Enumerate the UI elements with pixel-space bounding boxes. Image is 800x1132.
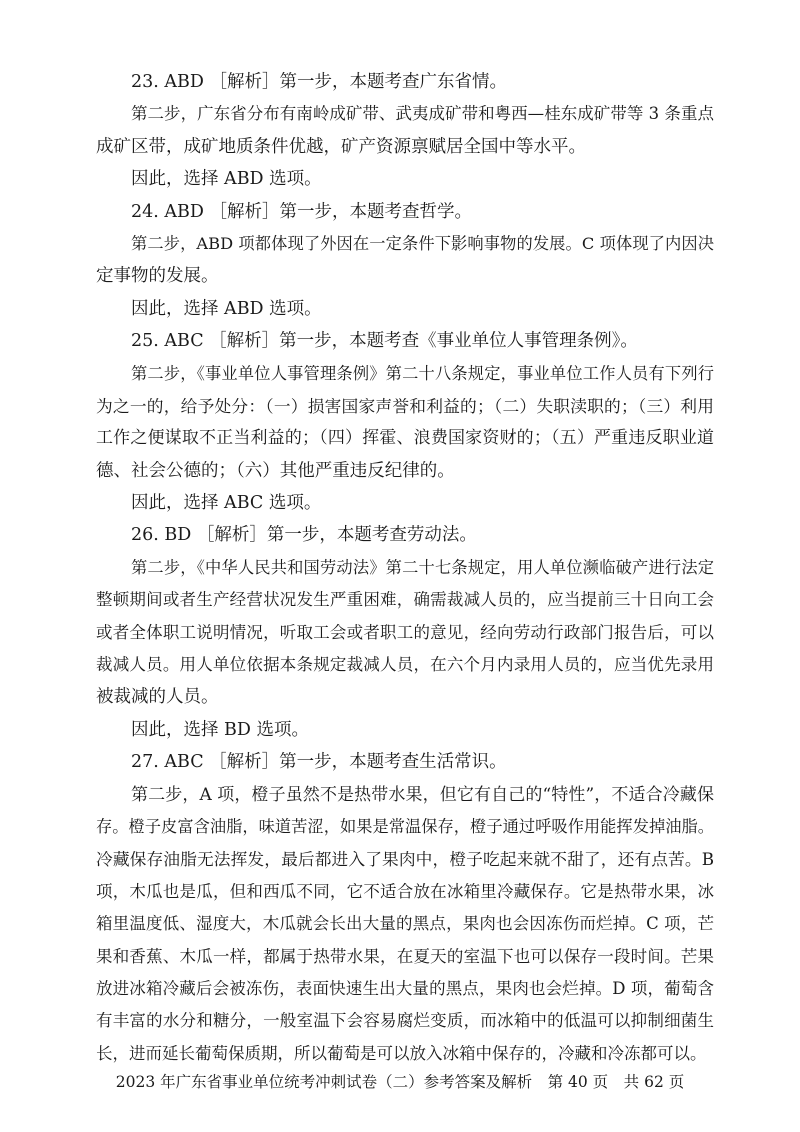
page-footer: 2023 年广东省事业单位统考冲刺试卷（二）参考答案及解析 第 40 页 共 62 页 bbox=[115, 1073, 685, 1091]
text-line: 第二步，广东省分布有南岭成矿带、武夷成矿带和粤西—桂东成矿带等 3 条重点 bbox=[131, 104, 714, 124]
text-line: 为之一的，给予处分：（一）损害国家声誉和利益的；（二）失职渎职的；（三）利用 bbox=[96, 395, 714, 416]
text-line: 有丰富的水分和糖分，一般室温下会容易腐烂变质，而冰箱中的低温可以抑制细菌生 bbox=[96, 1011, 714, 1031]
text-line: 第二步，《事业单位人事管理条例》第二十八条规定，事业单位工作人员有下列行 bbox=[131, 363, 714, 383]
answer-explanations bbox=[96, 66, 714, 1070]
text-line: 第二步，ABD 项都体现了外因在一定条件下影响事物的发展。C 项体现了内因决 bbox=[131, 233, 714, 253]
text-line: 冷藏保存油脂无法挥发，最后都进入了果肉中，橙子吃起来就不甜了，还有点苦。B bbox=[96, 849, 714, 870]
text-line: 25. ABC ［解析］第一步，本题考查《事业单位人事管理条例》。 bbox=[131, 331, 638, 352]
text-line: 长，进而延长葡萄保质期，所以葡萄是可以放入冰箱中保存的，冷藏和冷冻都可以。 bbox=[96, 1043, 707, 1063]
text-line: 工作之便谋取不正当利益的；（四）挥霍、浪费国家资财的；（五）严重违反职业道 bbox=[96, 428, 714, 449]
text-line: 裁减人员。用人单位依据本条规定裁减人员，在六个月内录用人员的，应当优先录用 bbox=[96, 655, 714, 675]
text-line: 被裁减的人员。 bbox=[96, 687, 219, 708]
text-line: 放进冰箱冷藏后会被冻伤，表面快速生出大量的黑点，果肉也会烂掉。D 项，葡萄含 bbox=[96, 978, 714, 998]
text-line: 24. ABD ［解析］第一步，本题考查哲学。 bbox=[131, 201, 472, 222]
text-line: 或者全体职工说明情况，听取工会或者职工的意见，经向劳动行政部门报告后，可以 bbox=[96, 622, 714, 642]
text-line: 德、社会公德的；（六）其他严重违反纪律的。 bbox=[96, 460, 455, 481]
text-line: 存。橙子皮富含油脂，味道苦涩，如果是常温保存，橙子通过呼吸作用能挥发掉油脂。 bbox=[96, 816, 714, 836]
text-line: 26. BD ［解析］第一步，本题考查劳动法。 bbox=[131, 525, 477, 546]
text-line: 第二步，A 项，橙子虽然不是热带水果，但它有自己的“特性”，不适合冷藏保 bbox=[131, 784, 714, 805]
text-line: 因此，选择 ABD 选项。 bbox=[131, 298, 322, 319]
text-line: 定事物的发展。 bbox=[96, 266, 219, 287]
text-line: 果和香蕉、木瓜一样，都属于热带水果，在夏天的室温下也可以保存一段时间。芒果 bbox=[96, 946, 714, 966]
text-line: 成矿区带，成矿地质条件优越，矿产资源禀赋居全国中等水平。 bbox=[96, 136, 586, 157]
text-line: 第二步，《中华人民共和国劳动法》第二十七条规定，用人单位濒临破产进行法定 bbox=[131, 557, 714, 577]
text-line: 项，木瓜也是瓜，但和西瓜不同，它不适合放在冰箱里冷藏保存。它是热带水果，冰 bbox=[96, 881, 714, 901]
text-line: 23. ABD ［解析］第一步，本题考查广东省情。 bbox=[131, 72, 507, 92]
text-line: 27. ABC ［解析］第一步，本题考查生活常识。 bbox=[131, 752, 507, 773]
text-line: 因此，选择 BD 选项。 bbox=[131, 719, 310, 740]
text-line: 因此，选择 ABD 选项。 bbox=[131, 169, 322, 190]
text-line: 因此，选择 ABC 选项。 bbox=[131, 493, 322, 514]
text-line: 箱里温度低、湿度大，木瓜就会长出大量的黑点，果肉也会因冻伤而烂掉。C 项，芒 bbox=[96, 914, 714, 934]
text-line: 整顿期间或者生产经营状况发生严重困难，确需裁减人员的，应当提前三十日向工会 bbox=[96, 590, 714, 610]
